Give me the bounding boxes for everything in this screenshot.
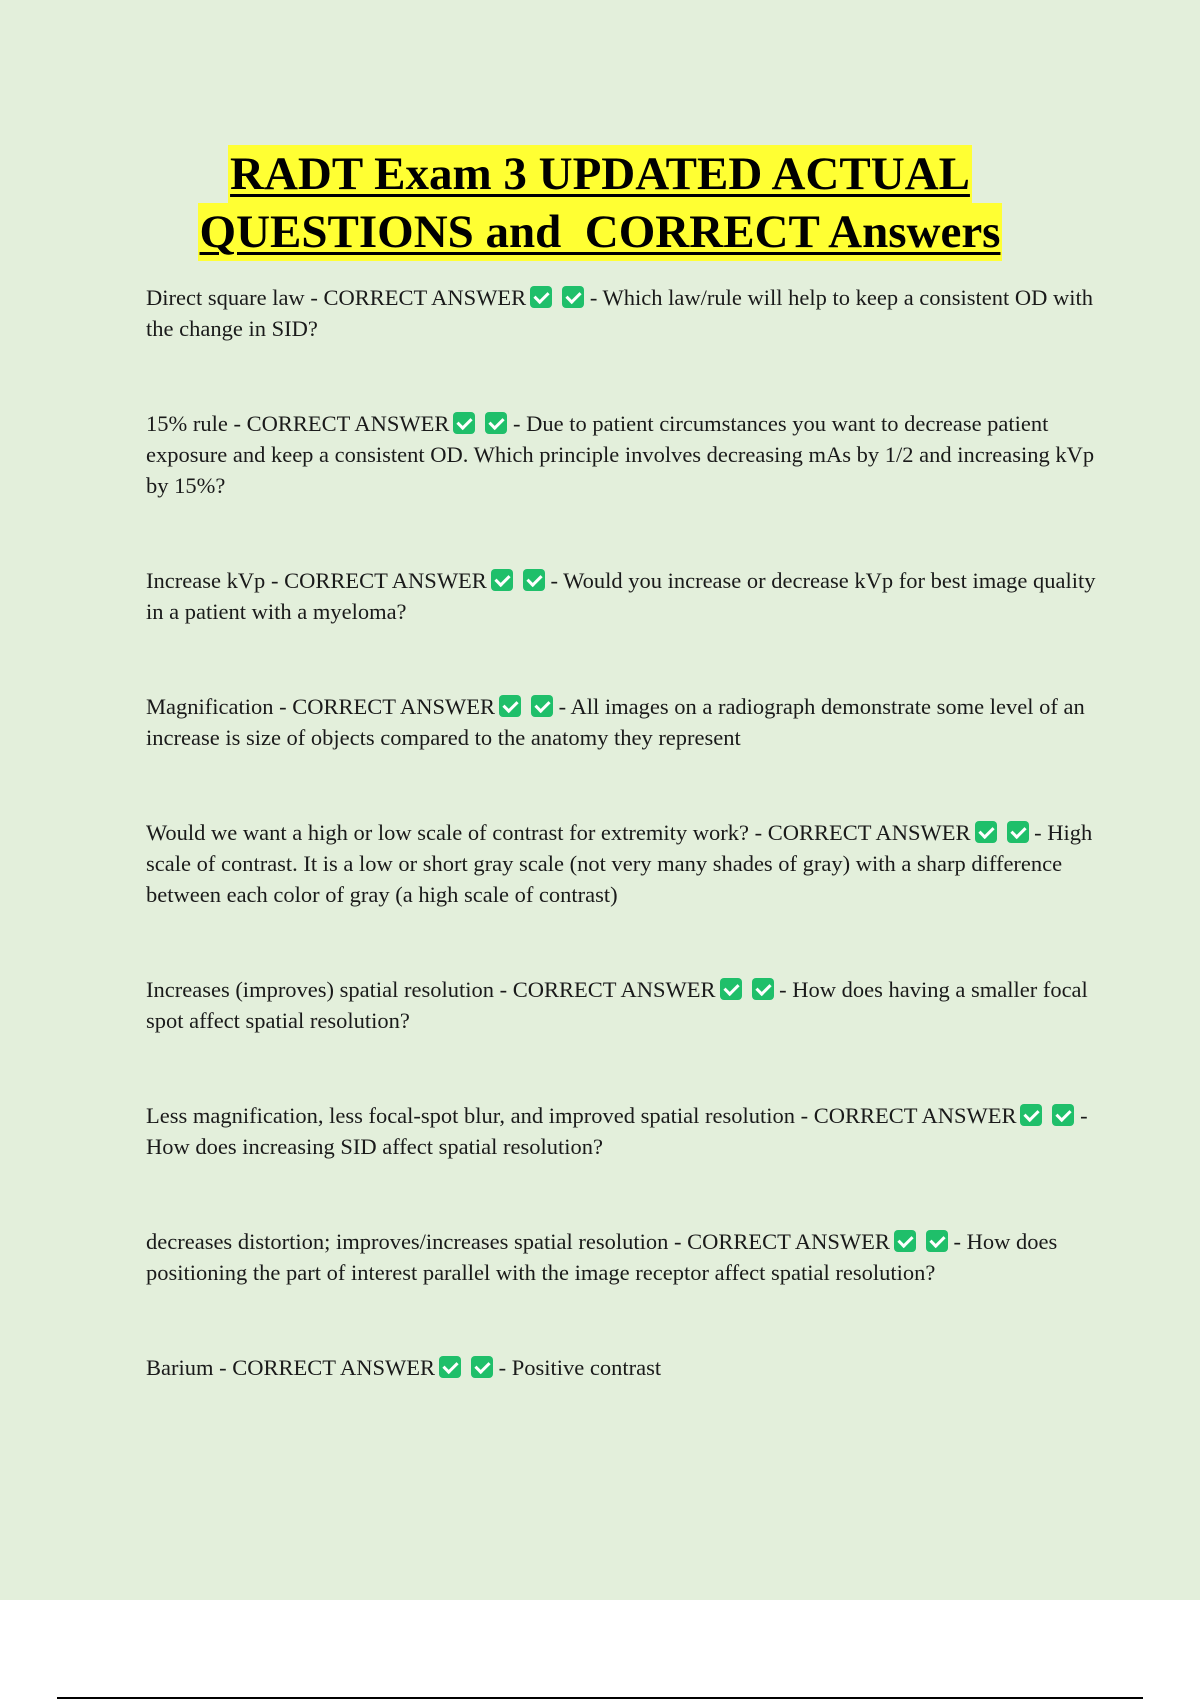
answer-marker: CORRECT ANSWER	[284, 568, 487, 593]
qa-item: Increases (improves) spatial resolution - CORRECT ANSWER - How does having a smaller focal spot affect spatial resolution?	[146, 977, 1088, 1033]
qa-item: Less magnification, less focal-spot blur, and improved spatial resolution - CORRECT ANSWER - How does increasing SID affect spatial resolution?	[146, 1103, 1088, 1159]
qa-term: Direct square law	[146, 285, 305, 310]
answer-marker: CORRECT ANSWER	[323, 285, 527, 310]
qa-item: Magnification - CORRECT ANSWER - All images on a radiograph demonstrate some level of an increase is size of objects compared to the anatomy they represent	[146, 694, 1085, 750]
check-mark-icon	[975, 821, 997, 843]
qa-item: 15% rule - CORRECT ANSWER - Due to patient circumstances you want to decrease patient exposure and keep a consistent OD. Which principle involves decreasing mAs by 1/2 and increasing kVp by 15%?	[146, 411, 1095, 498]
answer-marker: CORRECT ANSWER	[232, 1355, 435, 1380]
check-mark-icon	[1007, 821, 1029, 843]
qa-definition: Would you increase or decrease kVp for best image quality in a patient with a myeloma?	[146, 568, 1096, 624]
qa-definition: High scale of contrast. It is a low or short gray scale (not very many shades of gray) with a sharp difference between each color of gray (a high scale of contrast)	[146, 820, 1093, 907]
check-mark-icon	[499, 695, 521, 717]
qa-definition: How does positioning the part of interest parallel with the image receptor affect spatial resolution?	[146, 1229, 1058, 1285]
footer-rule	[57, 1697, 1143, 1699]
check-mark-icon	[531, 695, 553, 717]
check-mark-icon	[471, 1356, 493, 1378]
qa-term: Barium	[146, 1355, 214, 1380]
check-mark-icon	[894, 1230, 916, 1252]
qa-term: Would we want a high or low scale of contrast for extremity work?	[146, 820, 750, 845]
qa-term: Magnification	[146, 694, 274, 719]
check-mark-icon	[530, 286, 552, 308]
qa-item: decreases distortion; improves/increases spatial resolution - CORRECT ANSWER - How does positioning the part of interest parallel with the image receptor affect spatial resolution?	[146, 1229, 1058, 1285]
qa-definition: Which law/rule will help to keep a consistent OD with the change in SID?	[146, 285, 1094, 341]
qa-term: decreases distortion; improves/increases spatial resolution	[146, 1229, 669, 1254]
qa-item: Direct square law - CORRECT ANSWER - Which law/rule will help to keep a consistent OD with the change in SID?	[146, 285, 1094, 341]
qa-term: Increase kVp	[146, 568, 266, 593]
check-mark-icon	[439, 1356, 461, 1378]
qa-item: Increase kVp - CORRECT ANSWER - Would you increase or decrease kVp for best image quality in a patient with a myeloma?	[146, 568, 1096, 624]
qa-definition: How does increasing SID affect spatial resolution?	[146, 1134, 603, 1159]
answer-marker: CORRECT ANSWER	[292, 694, 495, 719]
qa-term: 15% rule	[146, 411, 228, 436]
qa-definition: All images on a radiograph demonstrate some level of an increase is size of objects compared to the anatomy they represent	[146, 694, 1085, 750]
qa-term: Increases (improves) spatial resolution	[146, 977, 495, 1002]
qa-list	[146, 282, 1096, 1383]
title-line-2: QUESTIONS and CORRECT Answers	[198, 203, 1003, 261]
check-mark-icon	[752, 978, 774, 1000]
check-mark-icon	[926, 1230, 948, 1252]
check-mark-icon	[720, 978, 742, 1000]
answer-marker: CORRECT ANSWER	[767, 820, 971, 845]
answer-marker: CORRECT ANSWER	[512, 977, 716, 1002]
check-mark-icon	[562, 286, 584, 308]
qa-definition: How does having a smaller focal spot affect spatial resolution?	[146, 977, 1088, 1033]
title-line-1: RADT Exam 3 UPDATED ACTUAL	[228, 145, 972, 203]
qa-definition: Positive contrast	[511, 1355, 662, 1380]
answer-marker: CORRECT ANSWER	[687, 1229, 890, 1254]
qa-definition: Due to patient circumstances you want to decrease patient exposure and keep a consistent OD. Which principle involves decreasing mAs by 1/2 and increasing kVp by 15%?	[146, 411, 1095, 498]
document-title	[0, 145, 1200, 261]
qa-term: Less magnification, less focal-spot blur, and improved spatial resolution	[146, 1103, 795, 1128]
check-mark-icon	[1020, 1104, 1042, 1126]
qa-item: Would we want a high or low scale of contrast for extremity work? - CORRECT ANSWER - High scale of contrast. It is a low or short gray scale (not very many shades of gray) with a sharp difference between each color of gray (a high scale of contrast)	[146, 820, 1093, 907]
answer-marker: CORRECT ANSWER	[813, 1103, 1017, 1128]
check-mark-icon	[1052, 1104, 1074, 1126]
check-mark-icon	[453, 412, 475, 434]
check-mark-icon	[523, 569, 545, 591]
qa-item: Barium - CORRECT ANSWER - Positive contrast	[146, 1355, 662, 1380]
answer-marker: CORRECT ANSWER	[246, 411, 450, 436]
check-mark-icon	[491, 569, 513, 591]
check-mark-icon	[485, 412, 507, 434]
